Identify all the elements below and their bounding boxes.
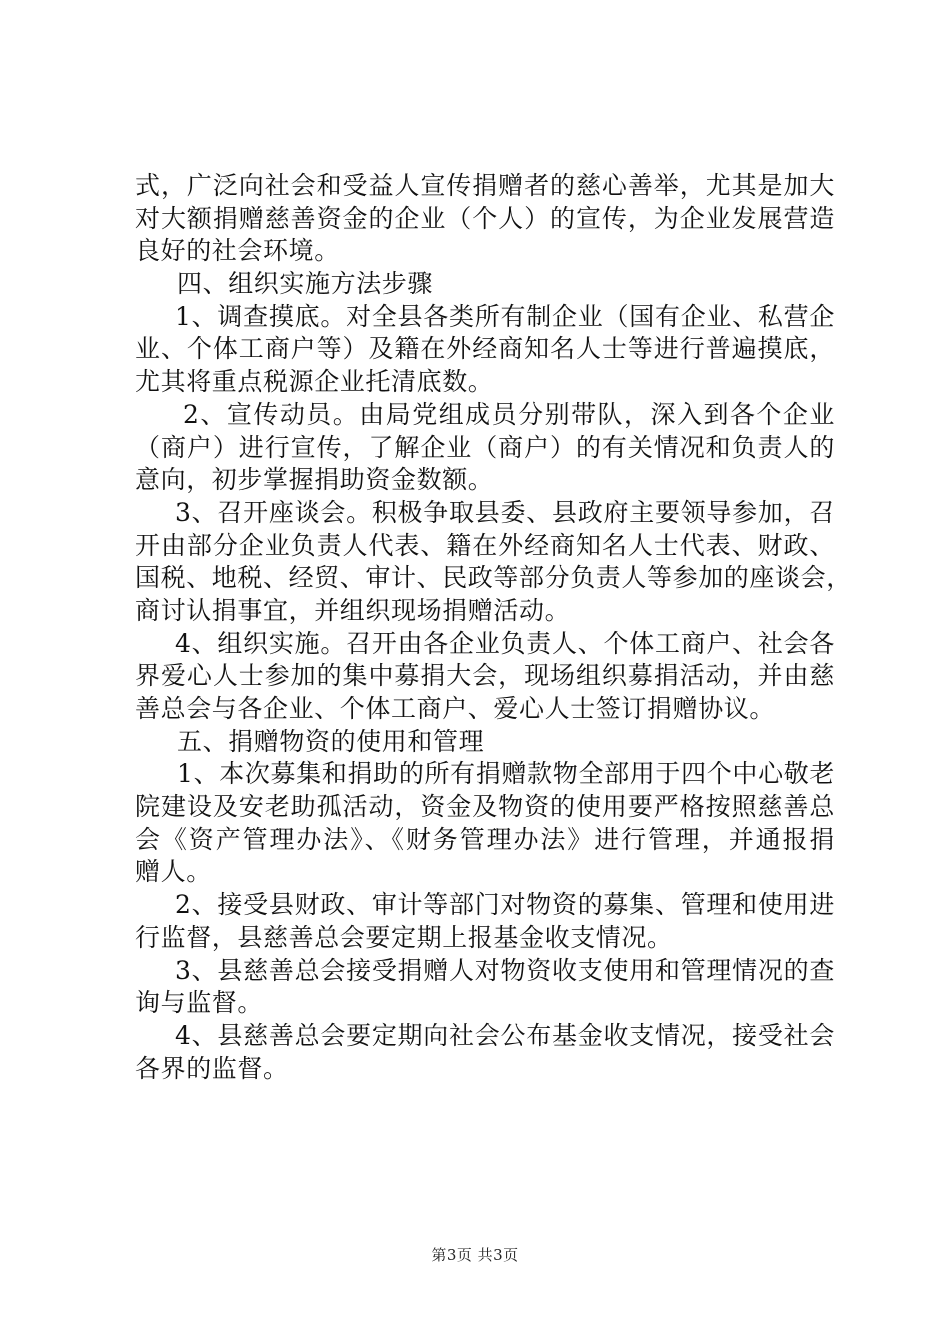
text-line: 4、组织实施。召开由各企业负责人、个体工商户、社会各 [175, 628, 835, 658]
text-line: 意向，初步掌握捐助资金数额。 [135, 465, 494, 495]
text-line: 商讨认捐事宜，并组织现场捐赠活动。 [135, 595, 571, 625]
text-line: 2、宣传动员。由局党组成员分别带队，深入到各个企业 [183, 399, 835, 429]
text-line: 界爱心人士参加的集中募捐大会，现场组织募捐活动，并由慈 [135, 661, 835, 691]
text-line: 4、县慈善总会要定期向社会公布基金收支情况，接受社会 [175, 1020, 835, 1050]
section-heading: 五、捐赠物资的使用和管理 [177, 726, 485, 756]
text-line: 赠人。 [135, 857, 212, 887]
text-line: （商户）进行宣传，了解企业（商户）的有关情况和负责人的 [135, 432, 835, 462]
text-line: 国税、地税、经贸、审计、民政等部分负责人等参加的座谈会， [135, 563, 852, 593]
section-heading: 四、组织实施方法步骤 [177, 269, 434, 299]
page-number-footer: 第3页 共3页 [431, 1246, 519, 1264]
text-line: 各界的监督。 [135, 1053, 289, 1083]
document-body [135, 170, 852, 1085]
text-line: 1、调查摸底。对全县各类所有制企业（国有企业、私营企 [175, 301, 835, 331]
text-line: 式，广泛向社会和受益人宣传捐赠者的慈心善举，尤其是加大 [135, 171, 835, 200]
text-line: 善总会与各企业、个体工商户、爱心人士签订捐赠协议。 [135, 694, 776, 723]
text-line: 尤其将重点税源企业托清底数。 [135, 367, 494, 397]
text-line: 良好的社会环境。 [135, 236, 340, 266]
text-line: 会《资产管理办法》、《财务管理办法》进行管理，并通报捐 [135, 824, 835, 854]
text-line: 1、本次募集和捐助的所有捐赠款物全部用于四个中心敬老 [177, 759, 835, 789]
text-line: 3、县慈善总会接受捐赠人对物资收支使用和管理情况的查 [175, 955, 835, 985]
text-line: 行监督，县慈善总会要定期上报基金收支情况。 [135, 922, 673, 952]
text-line: 对大额捐赠慈善资金的企业（个人）的宣传，为企业发展营造 [135, 203, 835, 233]
text-line: 院建设及安老助孤活动，资金及物资的使用要严格按照慈善总 [135, 792, 835, 822]
text-line: 开由部分企业负责人代表、籍在外经商知名人士代表、财政、 [135, 530, 835, 560]
text-line: 询与监督。 [135, 988, 264, 1018]
text-line: 2、接受县财政、审计等部门对物资的募集、管理和使用进 [175, 890, 835, 920]
text-line: 3、召开座谈会。积极争取县委、县政府主要领导参加，召 [175, 497, 835, 527]
text-line: 业、个体工商户等）及籍在外经商知名人士等进行普遍摸底， [135, 334, 835, 364]
